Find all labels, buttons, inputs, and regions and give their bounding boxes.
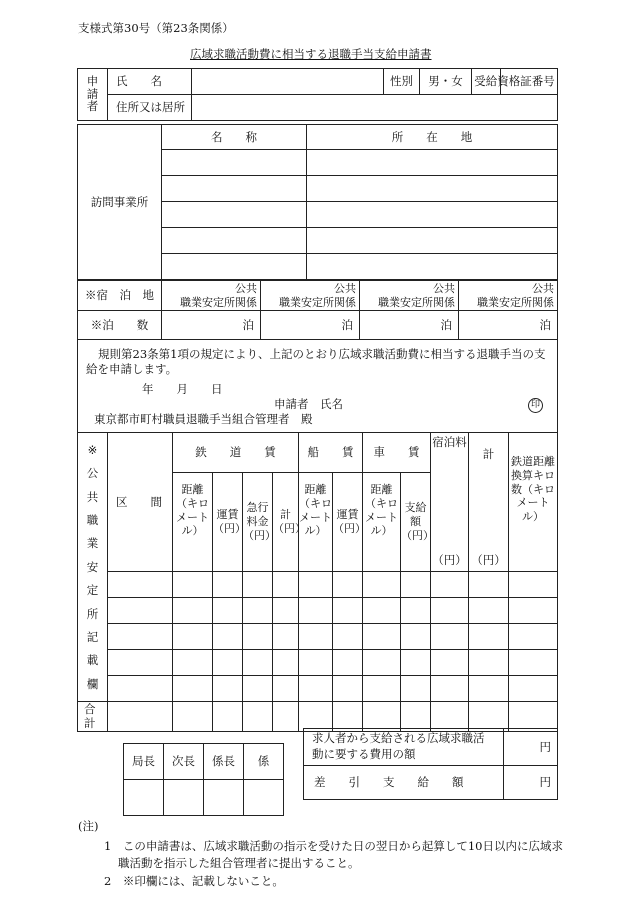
seal-icon: 印 <box>528 396 543 413</box>
note-1: 1 この申請書は、広域求職活動の指示を受けた日の翌日から起算して10日以内に広域求職活動を指示した組合管理者に提出すること。 <box>104 839 563 870</box>
express-col: 急行料金（円） <box>243 473 273 572</box>
stamp-director-box[interactable] <box>124 780 164 816</box>
nights-label: ※泊 数 <box>78 311 162 340</box>
side-label-char: 所 <box>86 606 99 621</box>
stamp-staff-label: 係 <box>244 744 284 780</box>
cert-number-field[interactable] <box>500 68 558 94</box>
visit-name-cell[interactable] <box>162 150 307 176</box>
note-2: 2 ※印欄には、記載しないこと。 <box>104 874 284 888</box>
visit-location-cell[interactable] <box>307 202 558 228</box>
applicant-table <box>77 68 558 121</box>
table-row <box>78 650 558 676</box>
nights-cell[interactable]: 泊 <box>360 311 459 340</box>
car-distance-col: 距離（キロメートル） <box>363 473 401 572</box>
stamp-staff-box[interactable] <box>244 780 284 816</box>
side-label-char: ※ <box>87 442 98 457</box>
side-label-char: 載 <box>86 653 99 668</box>
car-paid-col: 支給額（円） <box>401 473 431 572</box>
total-header: 計 （円） <box>469 433 509 572</box>
railway-header: 鉄 道 賃 <box>173 433 299 473</box>
visit-table <box>77 124 558 280</box>
visit-name-cell[interactable] <box>162 228 307 254</box>
side-label-char: 欄 <box>86 676 99 691</box>
visit-location-cell[interactable] <box>307 176 558 202</box>
approval-stamp-table <box>123 743 284 816</box>
net-amount-field[interactable]: 円 <box>504 766 558 800</box>
rail-distance-col: 距離（キロメートル） <box>173 473 213 572</box>
side-label-char: 定 <box>86 583 99 598</box>
nights-cell[interactable]: 泊 <box>459 311 558 340</box>
ship-distance-col: 距離（キロメートル） <box>299 473 333 572</box>
applicant-section-label: 申請者 <box>78 69 108 121</box>
lodging-office-cell[interactable]: 公共 職業安定所関係 <box>360 281 459 311</box>
stamp-chief-box[interactable] <box>204 780 244 816</box>
lodging-office-cell[interactable]: 公共 職業安定所関係 <box>261 281 360 311</box>
table-row <box>78 598 558 624</box>
address-label: 住所又は居所 <box>108 95 192 121</box>
lodging-fee-header: 宿泊料 （円） <box>431 433 469 572</box>
visit-name-cell[interactable] <box>162 254 307 280</box>
employer-amount-label: 求人者から支給される広域求職活動に要する費用の額 <box>304 729 504 766</box>
car-header: 車 賃 <box>363 433 431 473</box>
addressee: 東京都市町村職員退職手当組合管理者 殿 <box>94 412 313 426</box>
table-row <box>78 572 558 598</box>
net-amount-label: 差 引 支 給 額 <box>304 766 504 800</box>
applicant-signature-label: 申請者 氏名 <box>274 397 343 411</box>
lodging-office-cell[interactable]: 公共 職業安定所関係 <box>459 281 558 311</box>
notes-head: (注) <box>78 819 99 833</box>
visit-location-cell[interactable] <box>307 228 558 254</box>
col-name-header: 名 称 <box>162 125 307 150</box>
side-label-char: 職 <box>86 513 99 528</box>
employer-amount-field[interactable]: 円 <box>504 729 558 766</box>
visit-location-cell[interactable] <box>307 150 558 176</box>
lodging-office-cell[interactable]: 公共 職業安定所関係 <box>162 281 261 311</box>
side-label-char: 公 <box>86 466 99 481</box>
table-row <box>78 624 558 650</box>
side-label-char: 共 <box>86 489 99 504</box>
side-label-char: 業 <box>86 536 99 551</box>
visit-name-cell[interactable] <box>162 176 307 202</box>
table-row <box>78 676 558 702</box>
visit-label: 訪問事業所 <box>78 125 162 280</box>
declaration-date: 年 月 日 <box>142 382 223 396</box>
nights-cell[interactable]: 泊 <box>261 311 360 340</box>
lodging-place-label: ※宿 泊 地 <box>78 281 162 311</box>
stamp-deputy-box[interactable] <box>164 780 204 816</box>
visit-location-cell[interactable] <box>307 254 558 280</box>
form-title: 広域求職活動費に相当する退職手当支給申請書 <box>190 47 432 61</box>
ship-fare-col: 運賃（円） <box>333 473 363 572</box>
rail-distance-header: 鉄道距離換算キロ数（キロメートル） <box>509 433 558 572</box>
office-record-table <box>77 432 558 732</box>
ship-header: 船 賃 <box>299 433 363 473</box>
address-field[interactable] <box>192 95 558 121</box>
nights-cell[interactable]: 泊 <box>162 311 261 340</box>
col-location-header: 所 在 地 <box>307 125 558 150</box>
section-header: 区 間 <box>108 433 173 572</box>
rail-subtotal-col: 計（円） <box>273 473 299 572</box>
stamp-chief-label: 係長 <box>204 744 244 780</box>
rail-fare-col: 運賃（円） <box>213 473 243 572</box>
stamp-director-label: 局長 <box>124 744 164 780</box>
declaration-text: 規則第23条第1項の規定により、上記のとおり広域求職活動費に相当する退職手当の支給を申請します。 <box>86 347 546 376</box>
office-record-side-label <box>78 433 108 702</box>
side-label-char: 安 <box>86 559 99 574</box>
sum-row <box>78 702 558 732</box>
sum-label: 合 計 <box>78 702 108 732</box>
amount-table <box>303 728 558 800</box>
cert-label: 受給資格証番号 <box>472 69 558 95</box>
form-number: 支様式第30号（第23条関係） <box>78 21 234 35</box>
sex-label: 性別 <box>384 69 420 95</box>
stamp-deputy-label: 次長 <box>164 744 204 780</box>
sex-options[interactable]: 男・女 <box>420 69 472 95</box>
visit-name-cell[interactable] <box>162 202 307 228</box>
name-label: 氏 名 <box>108 69 192 95</box>
side-label-char: 記 <box>86 629 99 644</box>
name-field[interactable] <box>192 69 384 95</box>
declaration-box <box>77 339 558 433</box>
lodging-table <box>77 280 558 340</box>
